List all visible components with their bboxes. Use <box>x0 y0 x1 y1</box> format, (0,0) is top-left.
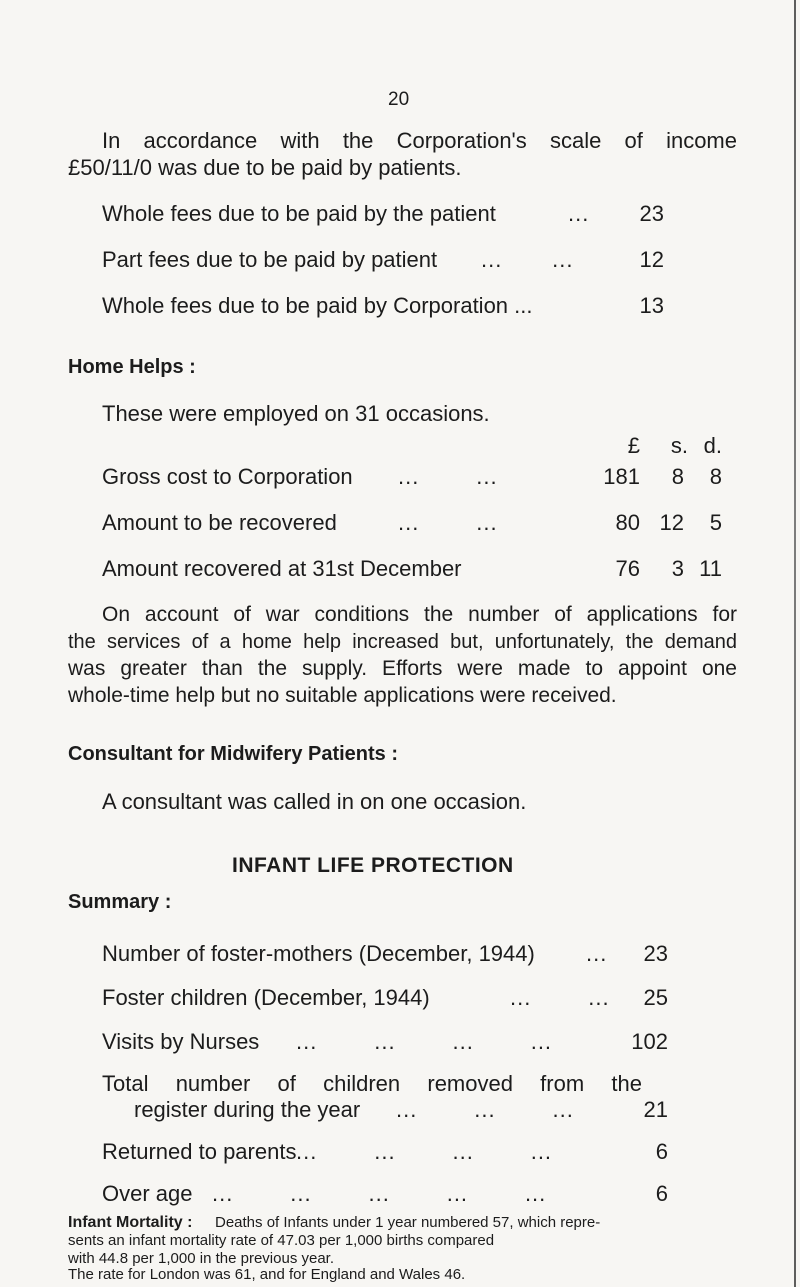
summary-row-dots: ... ... ... ... <box>296 1029 553 1054</box>
home-help-paragraph-line: the services of a home help increased but, unfortunately, the demand <box>68 631 737 653</box>
page-number: 20 <box>388 89 410 110</box>
cost-pence: 5 <box>709 510 722 535</box>
home-help-paragraph-line: was greater than the supply. Efforts were made to appoint one <box>68 657 737 680</box>
summary-row-label: Over age <box>102 1181 193 1206</box>
summary-row-dots: ... ... ... ... ... <box>212 1181 547 1206</box>
infant-mortality-paragraph-line: sents an infant mortality rate of 47.03 per 1,000 births compared <box>68 1232 495 1249</box>
cost-row-dots: ... ... <box>398 510 498 535</box>
summary-row-value: 25 <box>643 985 668 1010</box>
fee-row-value: 13 <box>639 293 664 318</box>
currency-header-pence: d. <box>703 433 722 458</box>
summary-row-label: Visits by Nurses <box>102 1029 260 1054</box>
currency-header-shillings: s. <box>670 433 688 458</box>
summary-row-value: 102 <box>631 1029 668 1054</box>
cost-row-label: Gross cost to Corporation <box>102 464 353 489</box>
midwifery-heading: Consultant for Midwifery Patients : <box>68 743 399 765</box>
home-helps-intro: These were employed on 31 occasions. <box>102 401 490 426</box>
cost-shillings: 12 <box>659 510 684 535</box>
infant-life-protection-title: INFANT LIFE PROTECTION <box>232 854 514 877</box>
summary-row-label: Number of foster-mothers (December, 1944) <box>102 941 535 966</box>
infant-mortality-comparison: The rate for London was 61, and for England and Wales 46. <box>68 1266 466 1283</box>
cost-shillings: 3 <box>671 556 684 581</box>
income-intro-line-2: £50/11/0 was due to be paid by patients. <box>68 155 462 180</box>
home-help-paragraph-line: whole-time help but no suitable applications were received. <box>68 684 617 707</box>
summary-row-dots: ... <box>586 941 608 966</box>
midwifery-text: A consultant was called in on one occasion. <box>102 789 527 814</box>
currency-header-pounds: £ <box>627 433 640 458</box>
summary-row-label: Returned to parents <box>102 1139 297 1164</box>
cost-row-dots: ... ... <box>398 464 498 489</box>
page-edge-shadow <box>794 0 796 1287</box>
summary-row-label: Total number of children removed from the <box>102 1071 642 1096</box>
home-helps-heading: Home Helps : <box>68 356 196 378</box>
summary-row-dots: ... ... ... <box>396 1097 574 1122</box>
income-intro-line-1: In accordance with the Corporation's scale of income <box>102 128 737 153</box>
summary-row-value: 23 <box>643 941 668 966</box>
summary-row-dots: ... ... <box>510 985 610 1010</box>
summary-row-label-continued: register during the year <box>134 1097 361 1122</box>
cost-shillings: 8 <box>671 464 684 489</box>
summary-row-value: 6 <box>655 1139 668 1164</box>
cost-row-label: Amount recovered at 31st December <box>102 556 462 581</box>
fee-row-label: Whole fees due to be paid by Corporation ... <box>102 293 533 318</box>
fee-row-value: 12 <box>639 247 664 272</box>
cost-pounds: 181 <box>603 464 640 489</box>
summary-heading: Summary : <box>68 891 172 913</box>
cost-pounds: 76 <box>615 556 640 581</box>
cost-pounds: 80 <box>615 510 640 535</box>
summary-row-label: Foster children (December, 1944) <box>102 985 430 1010</box>
infant-mortality-heading: Infant Mortality : <box>68 1214 193 1231</box>
fee-row-label: Part fees due to be paid by patient <box>102 247 438 272</box>
summary-row-value: 6 <box>655 1181 668 1206</box>
summary-row-value: 21 <box>643 1097 668 1122</box>
infant-mortality-paragraph-line: with 44.8 per 1,000 in the previous year. <box>68 1250 335 1267</box>
fee-row-label: Whole fees due to be paid by the patient <box>102 201 496 226</box>
cost-pence: 8 <box>709 464 722 489</box>
cost-row-label: Amount to be recovered <box>102 510 337 535</box>
cost-pence: 11 <box>699 556 722 581</box>
fee-row-dots: ... ... <box>481 247 574 272</box>
infant-mortality-paragraph-line: Deaths of Infants under 1 year numbered 57, which repre- <box>215 1214 601 1231</box>
fee-row-value: 23 <box>639 201 664 226</box>
fee-row-dots: ... <box>568 201 590 226</box>
summary-row-dots: ... ... ... ... <box>296 1139 553 1164</box>
home-help-paragraph-line: On account of war conditions the number of applications for <box>102 603 737 626</box>
